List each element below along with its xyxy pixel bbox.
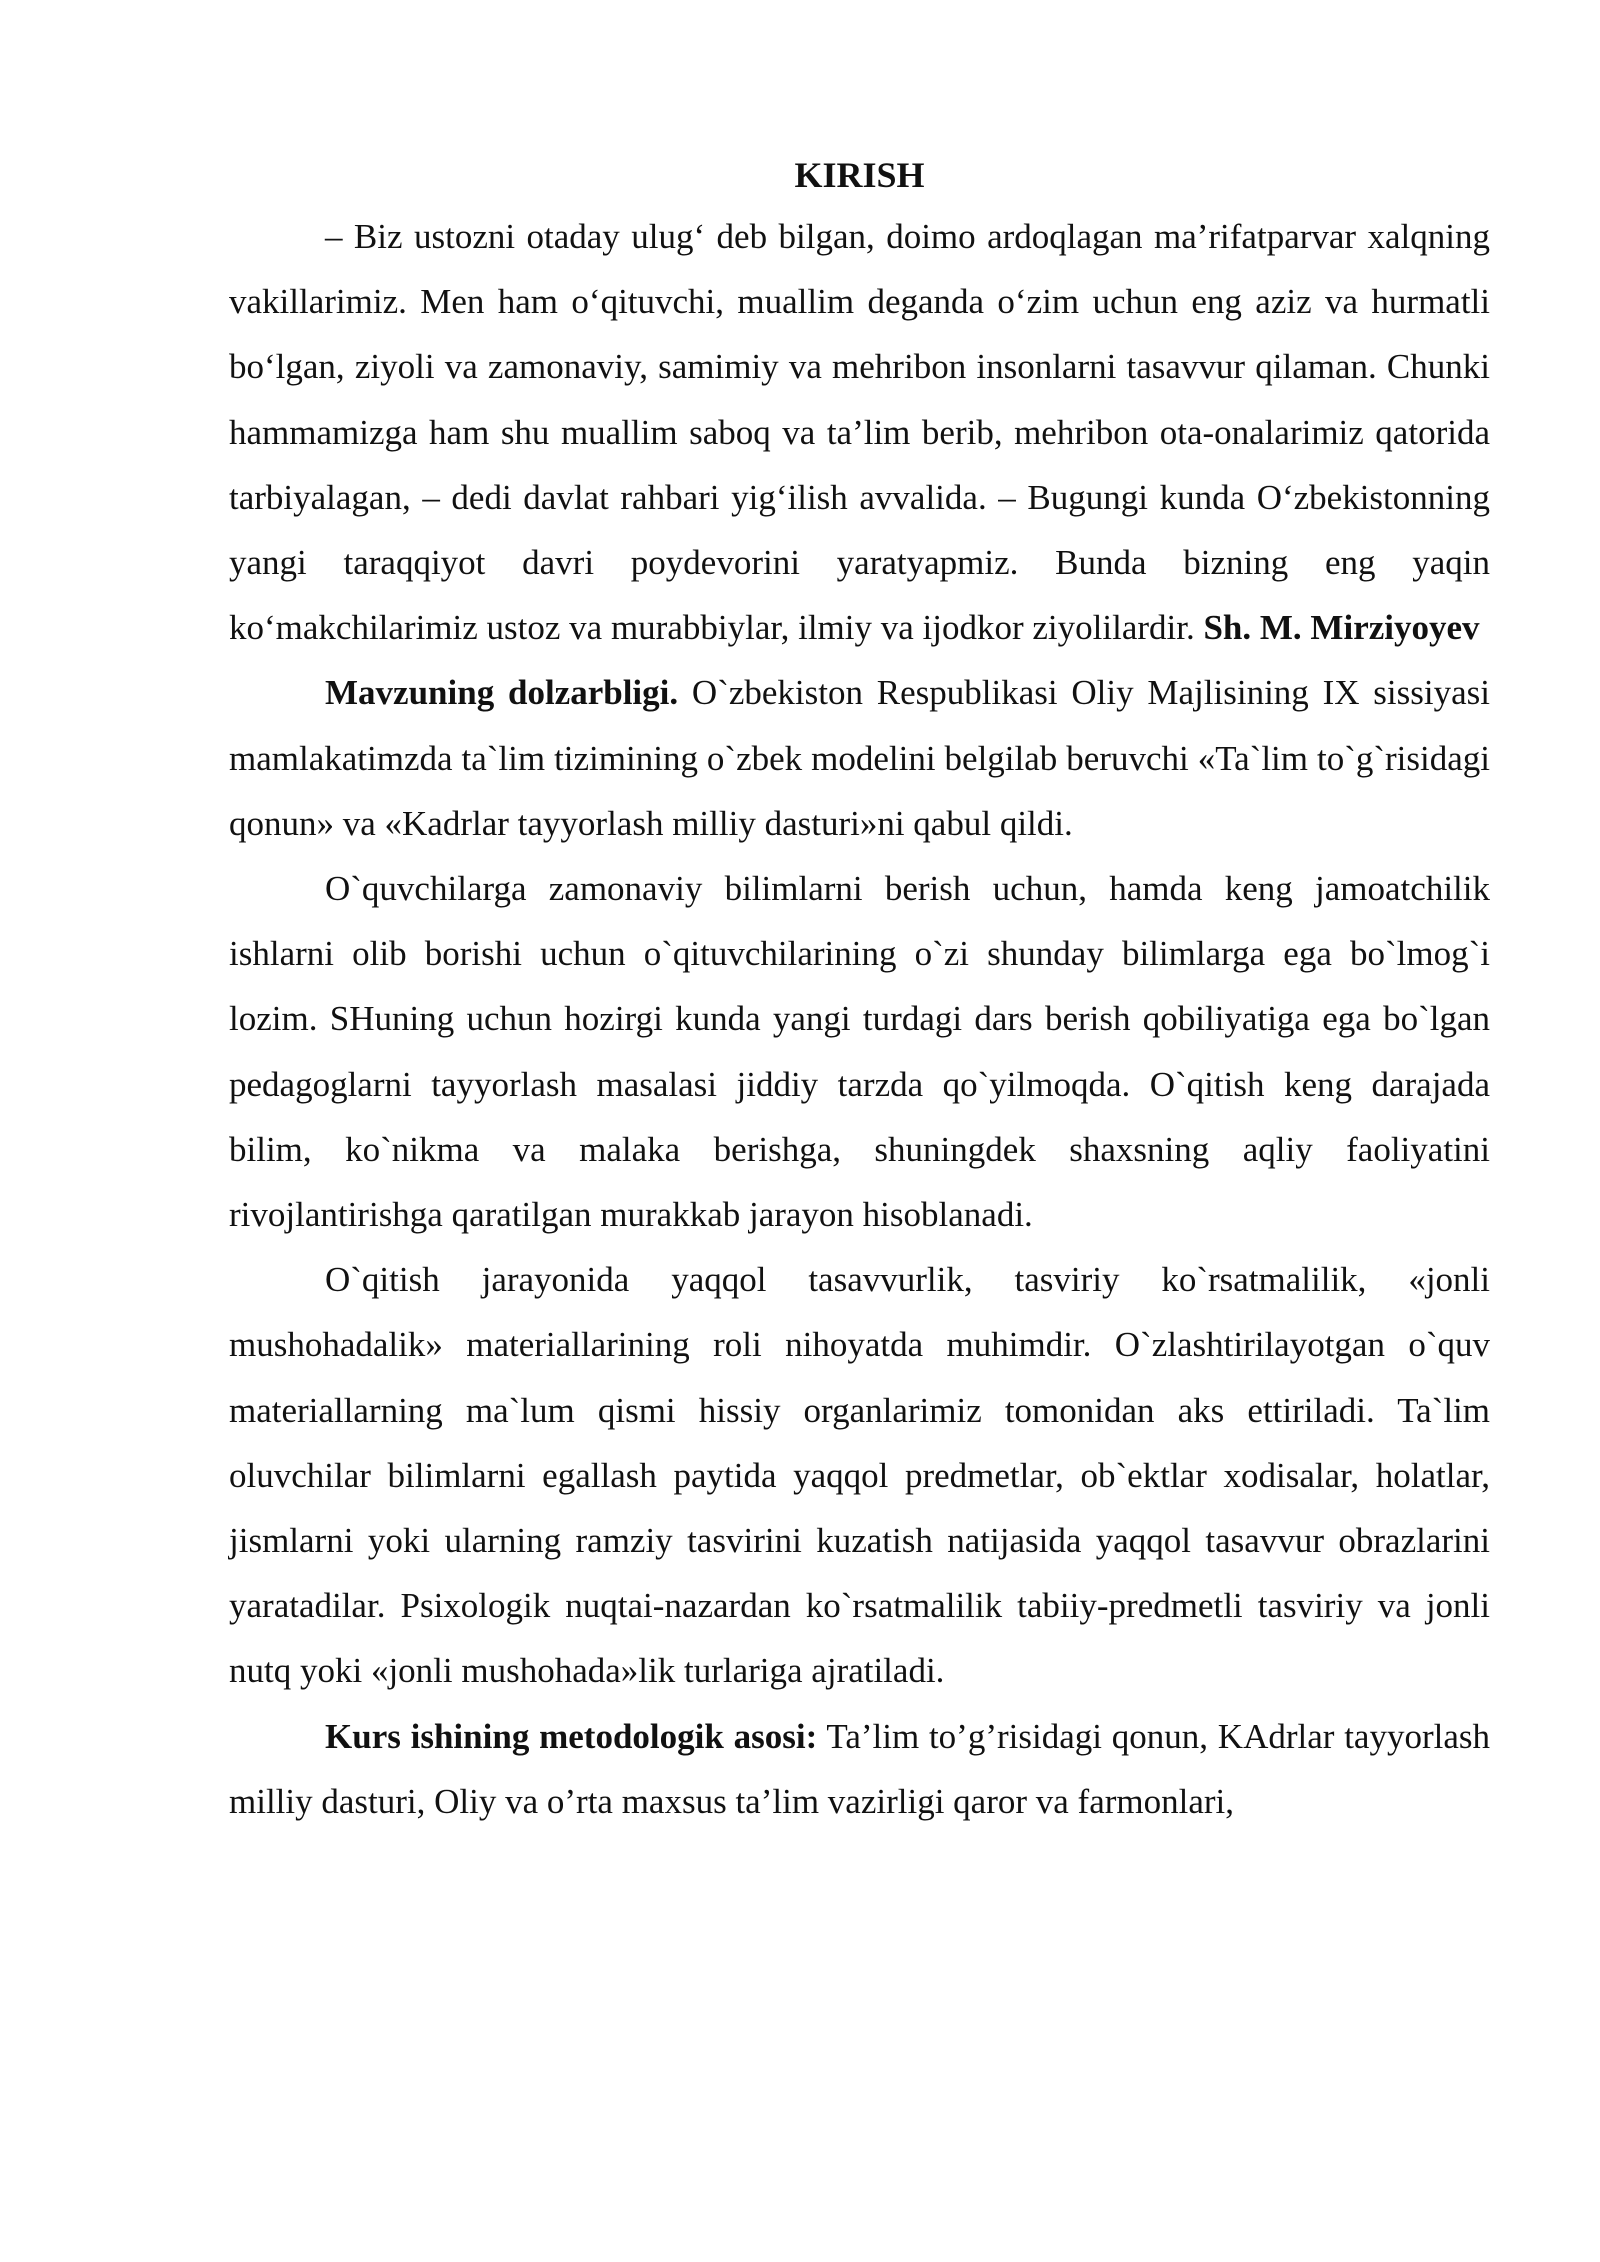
page-title: KIRISH [794,155,925,195]
paragraph-body [229,1247,1490,1703]
paragraph-text: O`zbekiston Respublikasi Oliy Majlisining IX sissiyasi mamlakatimzda ta`lim tizimining o`zbek modelini belgilab beruvchi «Ta`lim to`g`risidagi qonun» va «Kadrlar tayyorlash milliy dasturi»ni qabul qildi. [229,673,1490,843]
quote-author: Sh. M. Mirziyoyev [1194,608,1480,648]
paragraph-text: – Biz ustozni otaday ulug‘ deb bilgan, doimo ardoqlagan ma’rifatparvar xalqning vakillarimiz. Men ham o‘qituvchi, muallim deganda o‘zim uchun eng aziz va hurmatli bo‘lgan, ziyoli va zamonaviy, samimiy va mehribon insonlarni tasavvur qilaman. Chunki hammamizga ham shu muallim saboq va ta’lim berib, mehribon ota-onalarimiz qatorida tarbiyalagan, – dedi davlat rahbari yig‘ilish avvalida. – Bugungi kunda O‘zbekistonning yangi taraqqiyot davri poydevorini yaratyapmiz. Bunda bizning eng yaqin ko‘makchilarimiz ustoz va murabbiylar, ilmiy va ijodkor ziyolilardir. [229,217,1490,648]
paragraph-lead: Kurs ishining metodologik asosi: [325,1716,818,1756]
paragraph-relevance [229,660,1490,856]
paragraph-text: O`quvchilarga zamonaviy bilimlarni berish uchun, hamda keng jamoatchilik ishlarni olib borishi uchun o`qituvchilarining o`zi shunday bilimlarga ega bo`lmog`i lozim. SHuning uchun hozirgi kunda yangi turdagi dars berish qobiliyatiga ega bo`lgan pedagoglarni tayyorlash masalasi jiddiy tarzda qo`yilmoqda. O`qitish keng darajada bilim, ko`nikma va malaka berishga, shuningdek shaxsning aqliy faoliyatini rivojlantirishga qaratilgan murakkab jarayon hisoblanadi. [229,869,1490,1235]
document-page [229,146,1490,1834]
paragraph-text: Ta’lim to’g’risidagi qonun, KAdrlar tayyorlash milliy dasturi, Oliy va o’rta maxsus ta’lim vazirligi qaror va farmonlari, [229,1716,1490,1821]
paragraph-lead: Mavzuning dolzarbligi. [325,673,679,713]
paragraph-quote [229,204,1490,660]
paragraph-text: O`qitish jarayonida yaqqol tasavvurlik, tasviriy ko`rsatmalilik, «jonli mushohadalik» materiallarining roli nihoyatda muhimdir. O`zlashtirilayotgan o`quv materiallarning ma`lum qismi hissiy organlarimiz tomonidan aks ettiriladi. Ta`lim oluvchilar bilimlarni egallash paytida yaqqol predmetlar, ob`ektlar xodisalar, holatlar, jismlarni yoki ularning ramziy tasvirini kuzatish natijasida yaqqol tasavvur obrazlarini yaratadilar. Psixologik nuqtai-nazardan ko`rsatmalilik tabiiy-predmetli tasviriy va jonli nutq yoki «jonli mushohada»lik turlariga ajratiladi. [229,1260,1490,1691]
paragraph-methodology [229,1704,1490,1834]
paragraph-body [229,856,1490,1247]
